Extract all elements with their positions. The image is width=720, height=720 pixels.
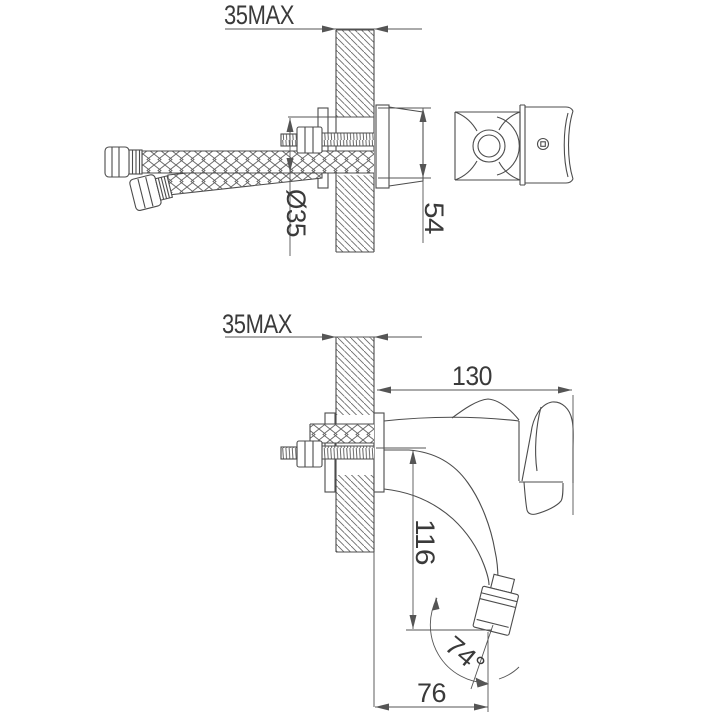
label-wall-thickness-top: 35MAX bbox=[224, 0, 295, 30]
aerator-body bbox=[473, 586, 519, 636]
label-outlet-angle: 74° bbox=[439, 629, 488, 677]
aerator bbox=[473, 572, 522, 635]
label-body-width: 54 bbox=[419, 202, 449, 232]
label-wall-thickness-side: 35MAX bbox=[222, 309, 293, 339]
arrowhead bbox=[287, 118, 294, 132]
lever-handle-side bbox=[522, 402, 573, 514]
plan-view bbox=[105, 0, 575, 256]
stud-nut-side bbox=[297, 441, 322, 467]
side-elevation-view bbox=[222, 309, 573, 712]
label-hole-diameter: Ø35 bbox=[281, 189, 311, 239]
arrowhead bbox=[420, 164, 427, 178]
arrowhead bbox=[476, 678, 490, 688]
label-outlet-drop: 116 bbox=[410, 519, 440, 561]
handle-blade bbox=[524, 482, 563, 514]
body-top-edge bbox=[384, 417, 519, 421]
handle-accent-curve bbox=[536, 407, 541, 471]
stud-nut-top bbox=[297, 127, 322, 153]
arrowhead bbox=[377, 387, 391, 394]
angle-arc-tail bbox=[499, 667, 519, 679]
arrowhead bbox=[374, 334, 388, 341]
braided-hose-upper bbox=[105, 147, 374, 177]
label-spout-reach: 130 bbox=[452, 361, 492, 391]
arrowhead bbox=[322, 26, 336, 33]
arrowhead bbox=[558, 387, 572, 394]
arrowhead bbox=[474, 704, 488, 711]
wall-flange-top bbox=[376, 105, 389, 188]
arrowhead bbox=[322, 334, 336, 341]
arrowhead bbox=[374, 26, 388, 33]
arrowhead bbox=[420, 108, 427, 122]
wall-flange-side bbox=[374, 413, 384, 492]
braided-hose-side bbox=[310, 424, 374, 443]
faucet-body-plan bbox=[376, 104, 575, 188]
arrowhead bbox=[410, 450, 417, 464]
arrowhead bbox=[433, 597, 440, 611]
arrowhead bbox=[375, 704, 389, 711]
label-outlet-reach: 76 bbox=[417, 678, 446, 708]
arrowhead bbox=[410, 615, 417, 629]
wall-section-side bbox=[336, 337, 374, 707]
hose-hex-nut-upper bbox=[105, 147, 129, 177]
escutcheon-cone bbox=[389, 107, 423, 186]
